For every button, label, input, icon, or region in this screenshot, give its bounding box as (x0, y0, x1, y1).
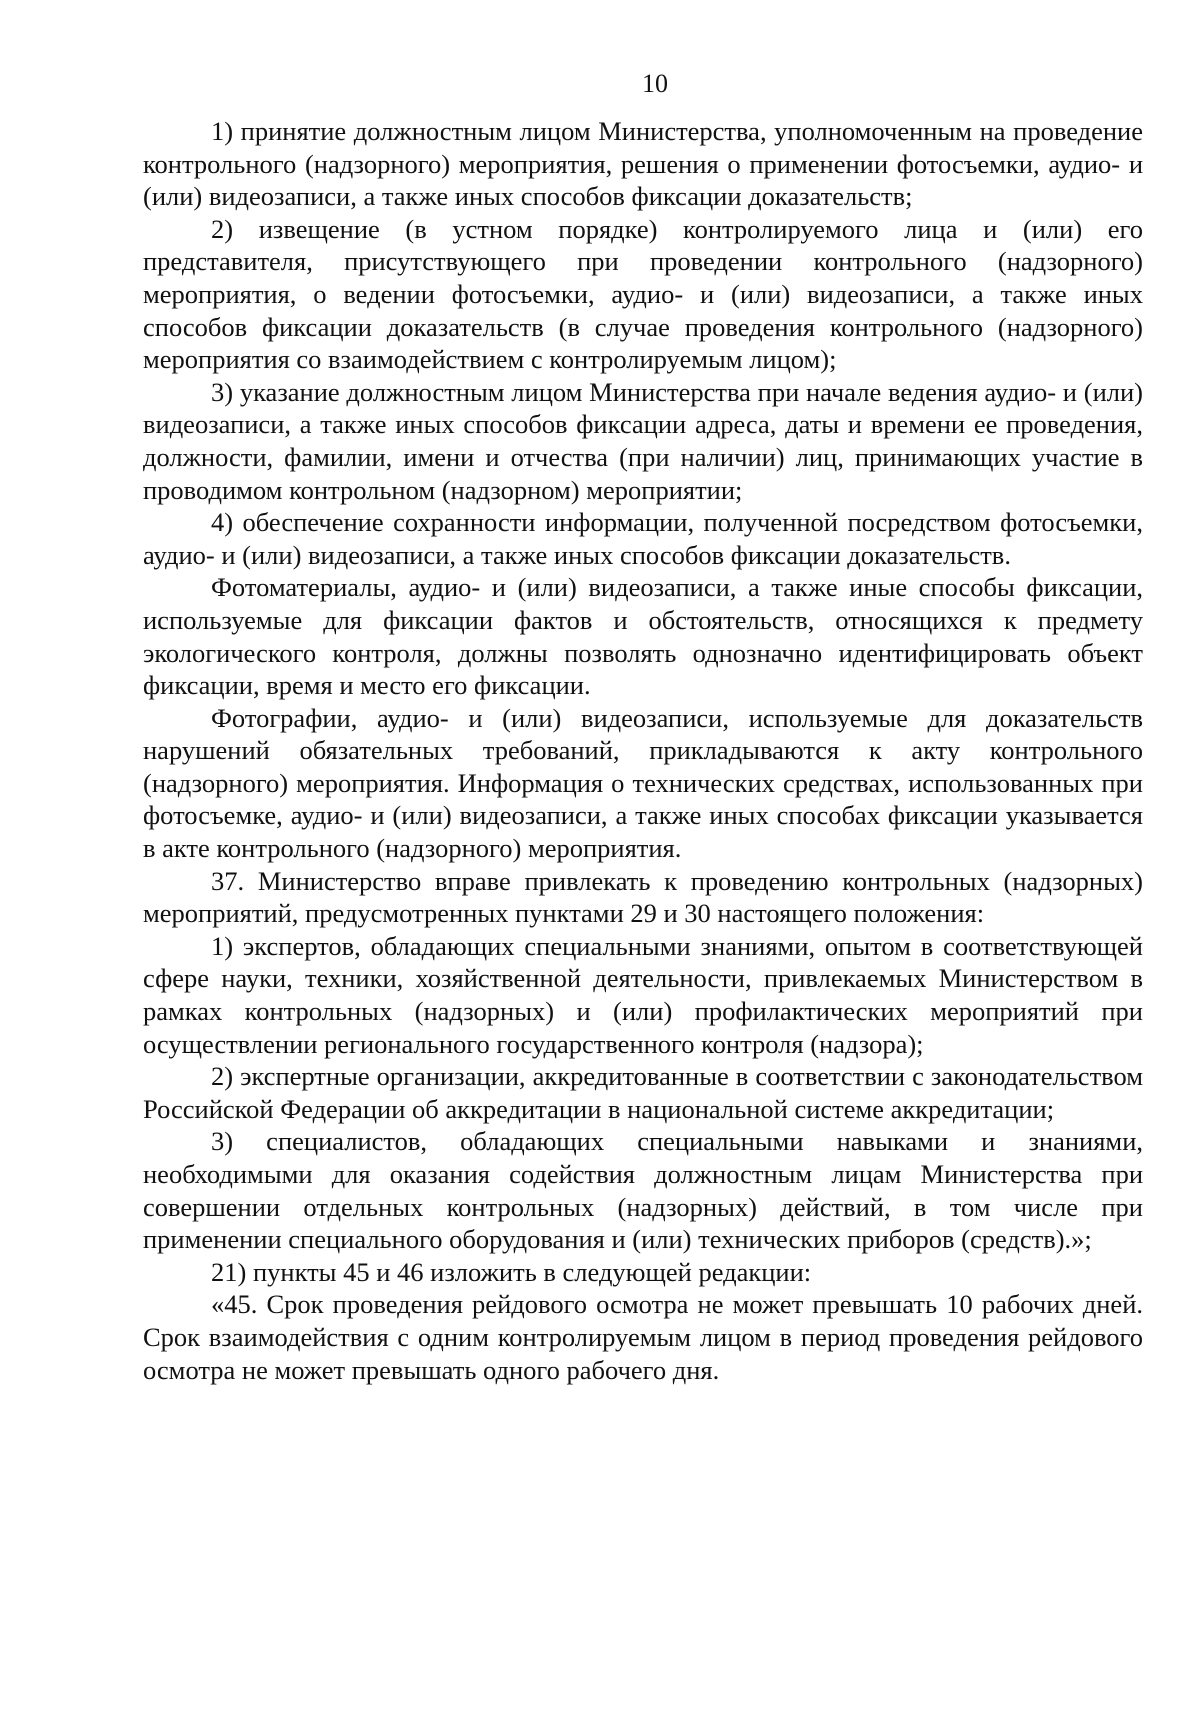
paragraph-item-4-preservation: 4) обеспечение сохранности информации, полученной посредством фотосъемки, аудио- и (или) видеозаписи, а также иных способов фиксации доказательств. (143, 507, 1143, 570)
paragraph-clause-45: «45. Срок проведения рейдового осмотра не может превышать 10 рабочих дней. Срок взаимодействия с одним контролируемым лицом в период проведения рейдового осмотра не может превышать одного рабочего дня. (143, 1289, 1143, 1385)
paragraph-item-1-photo-decision: 1) принятие должностным лицом Министерства, уполномоченным на проведение контрольного (надзорного) мероприятия, решения о применении фотосъемки, аудио- и (или) видеозаписи, а также иных способов фиксации доказательств; (143, 116, 1143, 212)
page-number: 10 (642, 69, 668, 98)
paragraph-photographs-attachment: Фотографии, аудио- и (или) видеозаписи, используемые для доказательств нарушений обязательных требований, прикладываются к акту контрольного (надзорного) мероприятия. Информация о технических средствах, использованных при фотосъемке, аудио- и (или) видеозаписи, а также иных способах фиксации указывается в акте контрольного (надзорного) мероприятия. (143, 702, 1143, 864)
paragraph-item-3-recording-details: 3) указание должностным лицом Министерства при начале ведения аудио- и (или) видеозаписи, а также иных способов фиксации адреса, даты и времени ее проведения, должности, фамилии, имени и отчества (при наличии) лиц, принимающих участие в проводимом контрольном (надзорном) мероприятии; (143, 376, 1143, 505)
paragraph-amendment-21: 21) пункты 45 и 46 изложить в следующей редакции: (211, 1256, 812, 1287)
paragraph-item-2-notification: 2) извещение (в устном порядке) контролируемого лица и (или) его представителя, присутствующего при проведении контрольного (надзорного) мероприятия, о ведении фотосъемки, аудио- и (или) видеозаписи, а также иных способов фиксации доказательств (в случае проведения контрольного (надзорного) мероприятия со взаимодействием с контролируемым лицом); (143, 213, 1143, 375)
paragraph-clause-37-item-2: 2) экспертные организации, аккредитованные в соответствии с законодательством Российской Федерации об аккредитации в национальной системе аккредитации; (143, 1061, 1143, 1124)
paragraph-clause-37-item-1: 1) экспертов, обладающих специальными знаниями, опытом в соответствующей сфере науки, техники, хозяйственной деятельности, привлекаемых Министерством в рамках контрольных (надзорных) и (или) профилактических мероприятий при осуществлении регионального государственного контроля (надзора); (143, 930, 1143, 1059)
paragraph-photo-materials: Фотоматериалы, аудио- и (или) видеозаписи, а также иные способы фиксации, используемые для фиксации фактов и обстоятельств, относящихся к предмету экологического контроля, должны позволять однозначно идентифицировать объект фиксации, время и место его фиксации. (143, 572, 1143, 701)
paragraph-clause-37-item-3: 3) специалистов, обладающих специальными навыками и знаниями, необходимыми для оказания содействия должностным лицам Министерства при совершении отдельных контрольных (надзорных) действий, в том числе при применении специального оборудования и (или) технических приборов (средств).»; (143, 1126, 1143, 1255)
document-body (143, 115, 1143, 1386)
paragraph-clause-37: 37. Министерство вправе привлекать к проведению контрольных (надзорных) мероприятий, предусмотренных пунктами 29 и 30 настоящего положения: (143, 865, 1143, 929)
